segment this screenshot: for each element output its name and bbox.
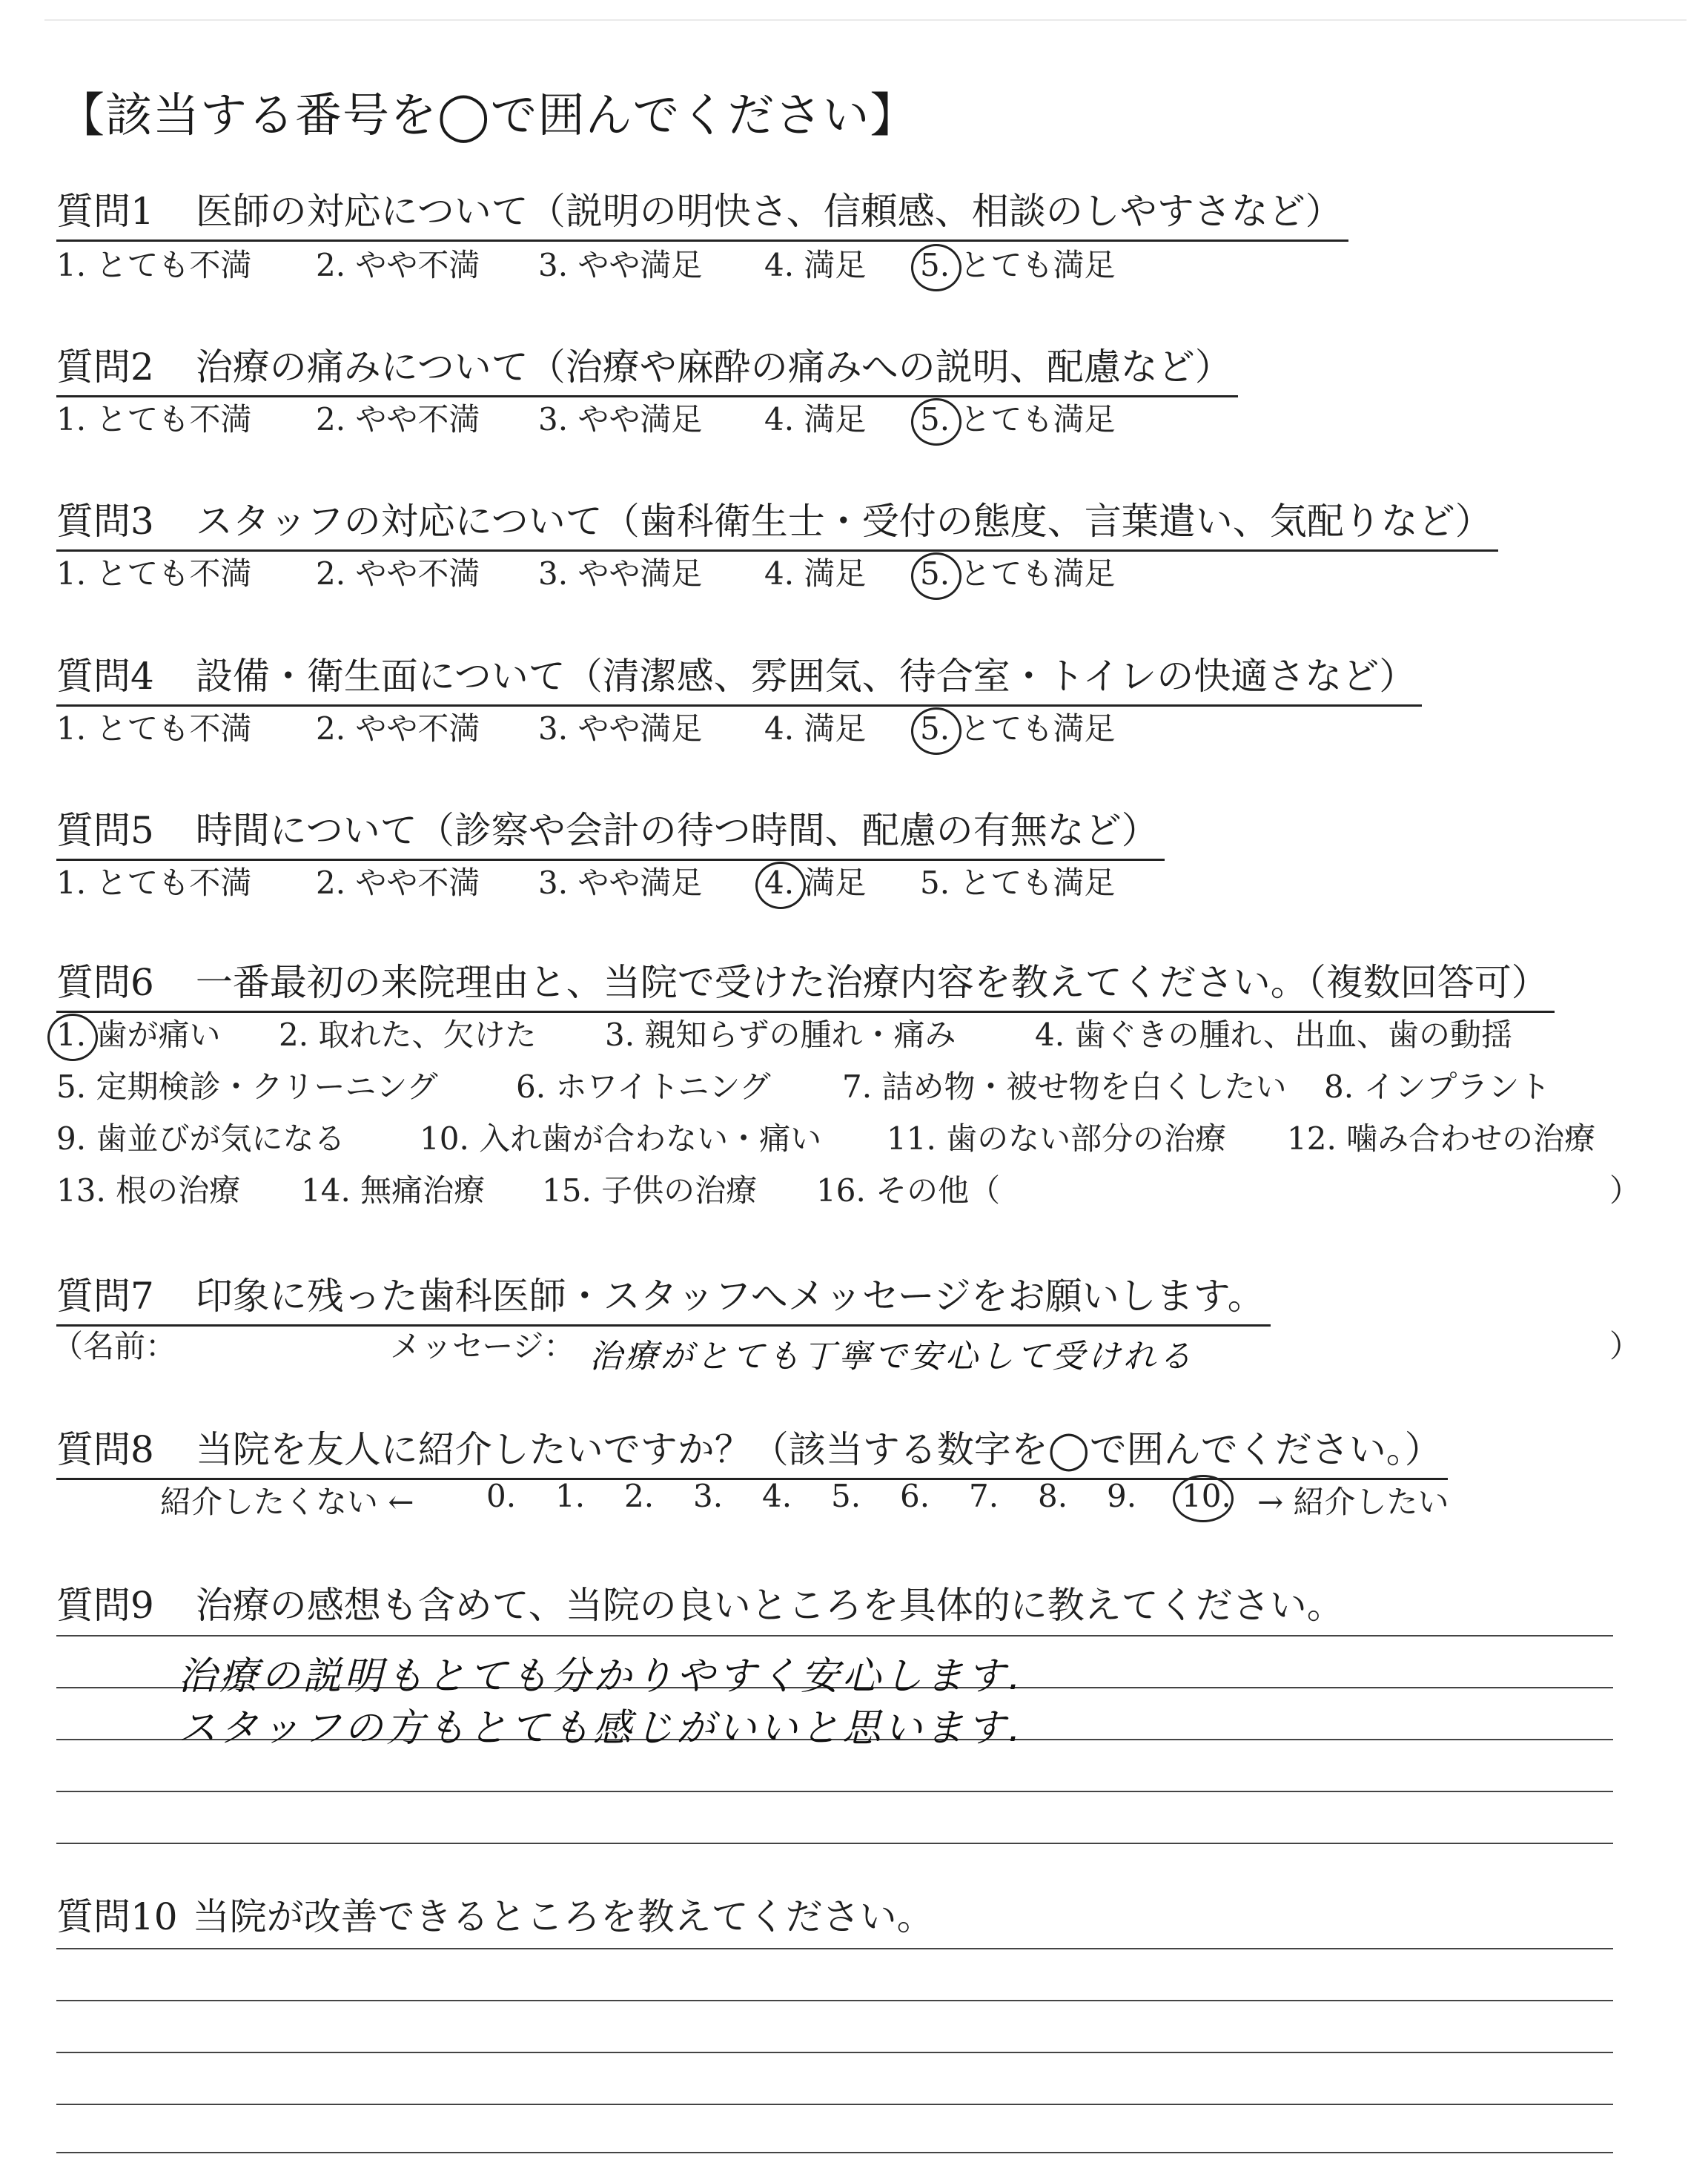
q6-item-3-label: 親知らずの腫れ・痛み	[644, 1017, 956, 1053]
q8-right-label: → 紹介したい	[1257, 1484, 1449, 1520]
q6-item-2[interactable]	[279, 1011, 536, 1055]
q6-item-13-num: 13.	[56, 1172, 106, 1209]
q6-item-7-label: 詰め物・被せ物を白くしたい	[881, 1069, 1287, 1105]
q10-answer-line-3	[56, 2052, 1613, 2053]
q10-answer-line-4	[56, 2104, 1613, 2105]
q6-item-7[interactable]	[842, 1063, 1286, 1107]
q6-item-11[interactable]	[887, 1114, 1226, 1159]
q6-item-12-label: 噛み合わせの治療	[1346, 1120, 1596, 1157]
q6-item-16-num: 16.	[816, 1172, 866, 1209]
q6-item-6[interactable]	[516, 1063, 771, 1107]
q6-item-12[interactable]	[1287, 1114, 1595, 1159]
q4-option-5-label: とても満足	[959, 710, 1116, 747]
question-9-heading	[56, 1576, 1350, 1634]
question-10-text: 当院が改善できるところを教えてください。	[192, 1895, 934, 1938]
q1-option-4[interactable]: 4. 満足	[764, 247, 867, 283]
q7-close-paren: ）	[1609, 1328, 1641, 1364]
q9-answer-line-1	[56, 1635, 1613, 1636]
question-8-number: 質問8	[56, 1428, 154, 1471]
question-6-heading	[56, 953, 1555, 1013]
q6-item-5-label: 定期検診・クリーニング	[96, 1069, 438, 1105]
question-7-heading	[56, 1266, 1271, 1327]
question-9-text: 治療の感想も含めて、当院の良いところを具体的に教えてください。	[195, 1584, 1344, 1627]
q8-number-1[interactable]: 1.	[555, 1478, 586, 1514]
q3-option-5[interactable]	[920, 549, 1115, 594]
q6-item-5-num: 5.	[56, 1069, 87, 1105]
q2-option-4[interactable]: 4. 満足	[764, 401, 867, 437]
q6-item-10-label: 入れ歯が合わない・痛い	[479, 1120, 822, 1157]
q1-option-3[interactable]: 3. やや満足	[538, 247, 703, 283]
q1-option-5[interactable]	[920, 241, 1115, 285]
q6-item-15-num: 15.	[542, 1172, 592, 1209]
q5-option-3[interactable]: 3. やや満足	[538, 865, 703, 901]
q5-option-4[interactable]	[764, 859, 866, 903]
q6-item-11-label: 歯のない部分の治療	[946, 1120, 1227, 1157]
q6-item-3-num: 3.	[605, 1017, 635, 1053]
question-5-heading	[56, 801, 1165, 861]
q3-option-1[interactable]: 1. とても不満	[56, 555, 252, 592]
question-1-text: 医師の対応について（説明の明快さ、信頼感、相談のしやすさなど）	[195, 190, 1343, 233]
q3-option-2[interactable]: 2. やや不満	[316, 555, 480, 592]
q2-selected-circle: 5.	[920, 401, 950, 437]
q6-item-9-label: 歯並びが気になる	[96, 1120, 345, 1157]
q9-answer-line-5	[56, 1843, 1613, 1844]
q8-number-8[interactable]: 8.	[1038, 1478, 1068, 1514]
q10-answer-line-2	[56, 2000, 1613, 2001]
question-10-number: 質問10	[56, 1895, 178, 1938]
question-3-heading	[56, 492, 1498, 552]
q6-item-15[interactable]	[542, 1166, 757, 1211]
q6-item-1[interactable]	[56, 1011, 220, 1055]
q6-item-9[interactable]	[56, 1114, 345, 1159]
question-5-text: 時間について（診察や会計の待つ時間、配慮の有無など）	[195, 809, 1159, 852]
q8-number-3[interactable]: 3.	[693, 1478, 724, 1514]
question-4-text: 設備・衛生面について（清潔感、雰囲気、待合室・トイレの快適さなど）	[195, 655, 1417, 698]
question-6-text: 一番最初の来院理由と、当院で受けた治療内容を教えてください。（複数回答可）	[195, 961, 1549, 1004]
q6-item-8[interactable]	[1324, 1063, 1550, 1107]
q2-option-1[interactable]: 1. とても不満	[56, 401, 252, 437]
q2-option-5[interactable]	[920, 395, 1115, 440]
q6-item-1-label: 歯が痛い	[96, 1017, 221, 1053]
q5-option-2[interactable]: 2. やや不満	[316, 865, 480, 901]
q6-item-8-num: 8.	[1324, 1069, 1354, 1105]
scan-edge	[44, 19, 1687, 21]
q10-answer-line-5	[56, 2152, 1613, 2153]
question-6-number: 質問6	[56, 961, 154, 1004]
q1-option-5-label: とても満足	[959, 247, 1116, 283]
question-3-number: 質問3	[56, 500, 154, 543]
q6-item-10[interactable]	[420, 1114, 821, 1159]
q6-item-7-num: 7.	[842, 1069, 873, 1105]
q5-selected-circle: 4.	[764, 865, 795, 901]
q5-option-5[interactable]: 5. とても満足	[920, 865, 1116, 901]
q6-item-4-num: 4.	[1035, 1017, 1065, 1053]
q6-item-8-label: インプラント	[1363, 1069, 1551, 1105]
q9-answer-handwritten-1[interactable]: 治療の説明もとても分かりやすく安心します.	[178, 1654, 1024, 1699]
page-title: 【該当する番号を◯で囲んでください】	[58, 88, 918, 142]
q6-other-close-paren: ）	[1609, 1172, 1641, 1209]
q3-selected-circle: 5.	[920, 555, 950, 592]
q6-item-13-label: 根の治療	[116, 1172, 241, 1209]
question-2-number: 質問2	[56, 346, 154, 389]
q6-item-6-num: 6.	[516, 1069, 546, 1105]
q1-option-2[interactable]: 2. やや不満	[316, 247, 480, 283]
q6-item-4-label: 歯ぐきの腫れ、出血、歯の動揺	[1074, 1017, 1512, 1053]
question-1-number: 質問1	[56, 190, 154, 233]
q6-item-5[interactable]	[56, 1063, 438, 1107]
q8-number-10[interactable]	[1182, 1478, 1231, 1514]
q3-option-4[interactable]: 4. 満足	[764, 555, 867, 592]
q6-item-16-label: その他（	[875, 1172, 1001, 1209]
q3-option-3[interactable]: 3. やや満足	[538, 555, 703, 592]
question-8-heading	[56, 1420, 1448, 1480]
q6-item-4[interactable]	[1035, 1011, 1512, 1055]
q4-option-3[interactable]: 3. やや満足	[538, 710, 703, 747]
q6-selected-circle: 1.	[56, 1017, 87, 1053]
q6-item-15-label: 子供の治療	[601, 1172, 758, 1209]
q8-left-label: 紹介したくない ←	[160, 1484, 414, 1520]
q6-item-16[interactable]	[816, 1166, 1000, 1211]
q6-item-6-label: ホワイトニング	[555, 1069, 771, 1105]
question-4-number: 質問4	[56, 655, 154, 698]
question-7-number: 質問7	[56, 1275, 154, 1318]
q8-selected-circle: 10.	[1182, 1478, 1231, 1514]
question-8-text: 当院を友人に紹介したいですか？（該当する数字を◯で囲んでください。）	[195, 1428, 1442, 1471]
q4-option-5[interactable]	[920, 704, 1115, 749]
q6-item-13[interactable]	[56, 1166, 240, 1211]
q4-option-4[interactable]: 4. 満足	[764, 710, 867, 747]
question-7-text: 印象に残った歯科医師・スタッフへメッセージをお願いします。	[195, 1275, 1265, 1318]
question-10-heading	[56, 1887, 940, 1945]
q8-number-2[interactable]: 2.	[624, 1478, 655, 1514]
q10-answer-line-1	[56, 1948, 1613, 1949]
q6-item-14-num: 14.	[301, 1172, 351, 1209]
q4-selected-circle: 5.	[920, 710, 950, 747]
q6-item-12-num: 12.	[1287, 1120, 1337, 1157]
q8-number-6[interactable]: 6.	[900, 1478, 930, 1514]
q9-answer-handwritten-2[interactable]: スタッフの方もとても感じがいいと思います.	[178, 1706, 1024, 1751]
q6-item-11-num: 11.	[887, 1120, 936, 1157]
q7-name-label: （名前：	[52, 1328, 177, 1364]
q2-option-3[interactable]: 3. やや満足	[538, 401, 703, 437]
question-2-heading	[56, 337, 1238, 397]
question-1-heading	[56, 182, 1348, 242]
q5-option-4-label: 満足	[804, 865, 867, 901]
q6-item-3[interactable]	[605, 1011, 956, 1055]
q6-item-9-num: 9.	[56, 1120, 87, 1157]
q8-number-0[interactable]: 0.	[486, 1478, 517, 1514]
q8-number-4[interactable]: 4.	[762, 1478, 792, 1514]
question-5-number: 質問5	[56, 809, 154, 852]
question-9-number: 質問9	[56, 1584, 154, 1627]
q1-option-1[interactable]: 1. とても不満	[56, 247, 252, 283]
q4-option-2[interactable]: 2. やや不満	[316, 710, 480, 747]
q6-item-2-num: 2.	[279, 1017, 309, 1053]
q8-number-9[interactable]: 9.	[1107, 1478, 1137, 1514]
question-3-text: スタッフの対応について（歯科衛生士・受付の態度、言葉遣い、気配りなど）	[195, 500, 1492, 543]
q6-item-10-num: 10.	[420, 1120, 469, 1157]
q4-option-1[interactable]: 1. とても不満	[56, 710, 252, 747]
question-2-text: 治療の痛みについて（治療や麻酔の痛みへの説明、配慮など）	[195, 346, 1232, 389]
q7-message-label: メッセージ：	[390, 1328, 575, 1364]
q6-item-14-label: 無痛治療	[360, 1172, 486, 1209]
question-4-heading	[56, 647, 1422, 707]
q8-number-7[interactable]: 7.	[969, 1478, 999, 1514]
q8-number-5[interactable]: 5.	[831, 1478, 861, 1514]
q6-item-2-label: 取れた、欠けた	[318, 1017, 537, 1053]
q6-item-14[interactable]	[301, 1166, 485, 1211]
q2-option-2[interactable]: 2. やや不満	[316, 401, 480, 437]
q9-answer-line-4	[56, 1791, 1613, 1792]
q1-selected-circle: 5.	[920, 247, 950, 283]
q2-option-5-label: とても満足	[959, 401, 1116, 437]
q5-option-1[interactable]: 1. とても不満	[56, 865, 252, 901]
q7-message-handwritten[interactable]: 治療がとても丁寧で安心して受けれる	[589, 1338, 1194, 1375]
q3-option-5-label: とても満足	[959, 555, 1116, 592]
